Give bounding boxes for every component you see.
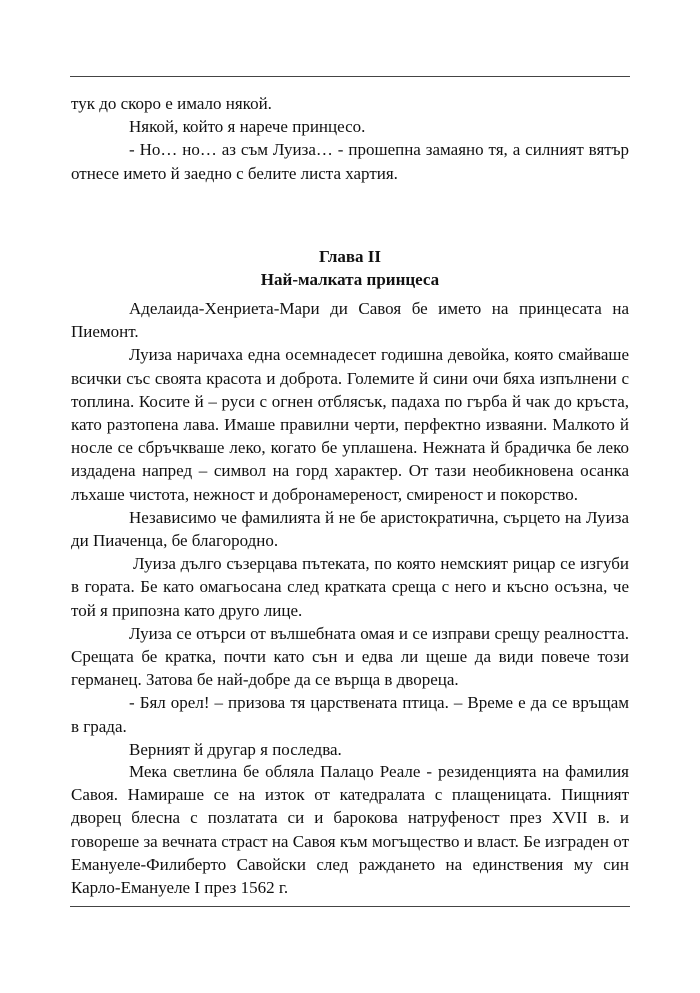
chapter-body [71,297,629,761]
footer-rule [70,906,630,907]
continuation-line: тук до скоро е имало някой. [71,94,272,113]
paragraph: Аделаида-Хенриета-Мари ди Савоя бе името на принцесата на Пиемонт. [71,299,629,342]
continuation-line: - Но… но… аз съм Луиза… - прошепна замаяно тя, а силният вятър отнесе името й заедно с белите листа хартия. [71,140,629,183]
paragraph: - Бял орел! – призова тя царствената птица. – Време е да се връщам в града. [71,693,629,736]
paragraph: Мека светлина бе обляла Палацо Реале - резиденцията на фамилия Савоя. Намираше се на изток от катедралата с плащеницата. Пищният дворец блесна с позлатата си и барокова натруфеност през XVII в. и говореше за вечната страст на Савоя към могъщество и власт. Бе изграден от Емануеле-Филиберто Савойски след раждането на единствения му син Карло-Емануеле I през 1562 г. [71,762,629,898]
chapter-title: Най-малката принцеса [260,270,440,289]
continuation-text [71,92,629,185]
paragraph: Луиза се отърси от вълшебната омая и се изправи срещу реалността. Срещата бе кратка, почти като сън и едва ли щеше да види повече този германец. Затова бе най-добре да се върща в двореца. [71,623,629,690]
paragraph: Луиза наричаха една осемнадесет годишна девойка, която смайваше всички със своята красота и доброта. Големите й сини очи бяха изпълнени с топлина. Косите й – руси с огнен отблясък, падаха по гърба й чак до кръста, като разтопена лава. Имаше правилни черти, перфектно изваяни. Малкото й носле се сбръчкваше леко, когато бе уплашена. Нежната й брадичка бе леко издадена напред – символ на горд характер. От тази необикновена осанка лъхаше чистота, нежност и добронамереност, смиреност и покорство. [71,345,629,504]
chapter-number: Глава II [318,247,382,266]
final-section [71,760,629,899]
paragraph: Верният й другар я последва. [129,739,342,759]
continuation-line: Някой, който я нарече принцесо. [129,117,366,137]
header-rule [70,76,630,77]
paragraph: Независимо че фамилията й не бе аристократична, сърцето на Луиза ди Пиаченца, бе благородно. [71,507,629,551]
paragraph: Луиза дълго съзерцава пътеката, по която немският рицар се изгуби в гората. Бе като омагьосана след кратката среща с него и късно осъзна, че той я припозна като друго лице. [71,554,629,620]
chapter-heading [70,245,630,291]
